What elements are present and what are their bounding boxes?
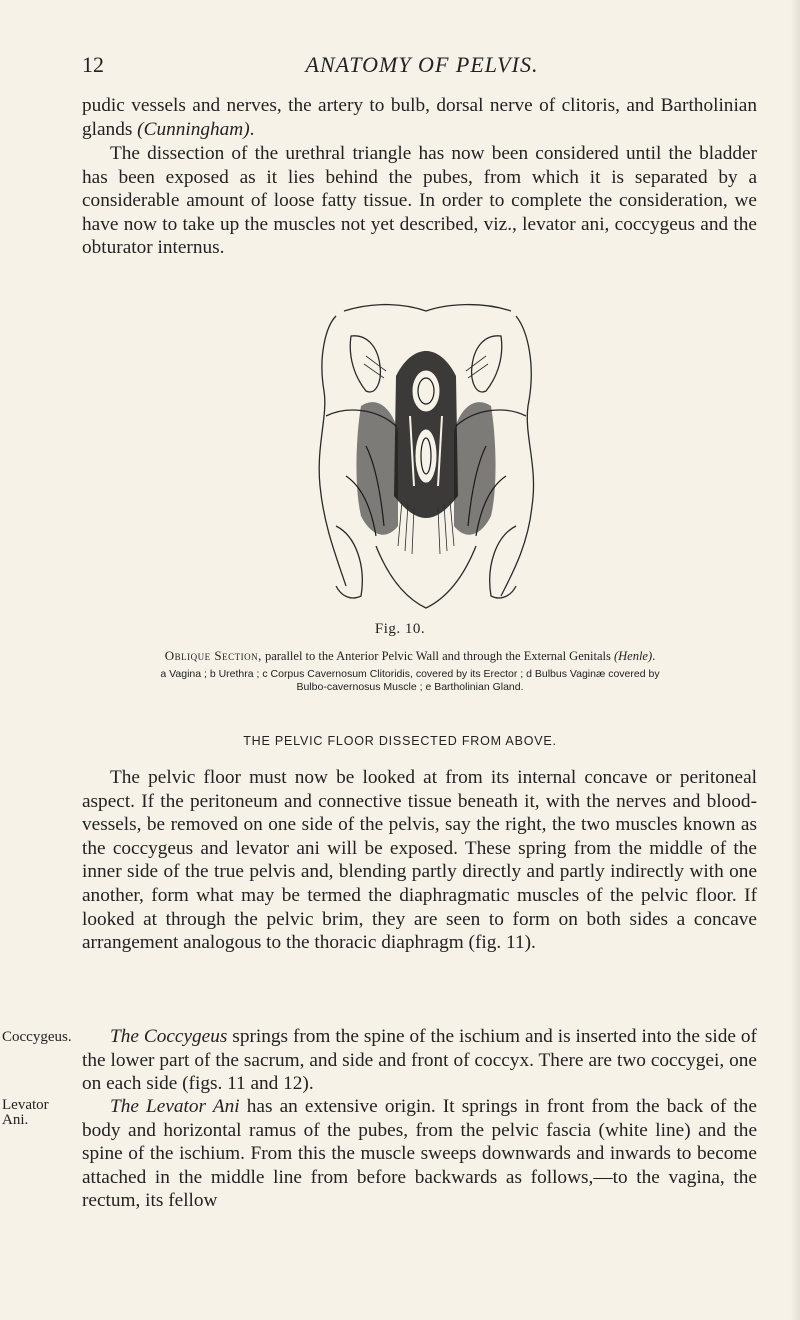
- margin-note-coccygeus: Coccygeus.: [2, 1029, 72, 1045]
- paragraph-3: The pelvic floor must now be looked at from its internal concave or peritoneal aspect. If the peritoneum and connective tissue beneath it, with the nerves and blood-vessels, be removed on one side of the pelvis, say the right, the two muscles known as the coccygeus and levator ani will be exposed. These spring from the middle of the inner side of the true pelvis and, blending partly directly and partly indirectly with one another, form what may be termed the diaphragmatic muscles of the pelvic floor. If looked at through the pelvic brim, they are seen to form on both sides a concave arrangement analogous to the thoracic diaphragm (fig. 11).: [82, 767, 757, 954]
- paragraph-1: [82, 94, 757, 141]
- running-title: ANATOMY OF PELVIS.: [305, 52, 539, 77]
- page-number: 12: [82, 52, 104, 77]
- margin-note-levator-ani: Levator Ani.: [2, 1097, 49, 1128]
- running-header: [82, 52, 762, 82]
- paragraph-5-text: has an extensive origin. It springs in front from the back of the body and horizontal ramus of the pubes, from the pelvic fascia (white line) and the spine of the ischium. From this the muscle sweeps downwards and inwards to become attached in the middle line from before backwards as follows,—to the vagina, the rectum, its fellow: [82, 1096, 757, 1212]
- figure-legend: a Vagina ; b Urethra ; c Corpus Cavernosum Clitoridis, covered by its Erector ; d Bulbus Vaginæ covered by Bulbo-cavernosus Muscle ; e Bartholinian Gland.: [160, 668, 660, 693]
- caption-title: Oblique Section,: [164, 648, 262, 663]
- term-levator-ani: The Levator Ani: [110, 1096, 240, 1117]
- paragraph-4: [82, 1025, 757, 1096]
- paragraph-5: [82, 1095, 757, 1213]
- caption-end: .: [652, 649, 656, 663]
- figure-caption: [60, 648, 760, 664]
- page-edge-shadow: [790, 0, 800, 1320]
- figure-label: Fig. 10.: [374, 621, 426, 637]
- citation: (Cunningham): [137, 118, 250, 140]
- paragraph-1-end: .: [249, 118, 255, 140]
- term-coccygeus: The Coccygeus: [110, 1026, 228, 1047]
- paragraph-4-text: springs from the spine of the ischium and is inserted into the side of the lower part of the sacrum, and side and front of coccyx. There are two coccygei, one on each side (figs. 11 and 12).: [82, 1026, 757, 1095]
- paragraph-1-text: pudic vessels and nerves, the artery to bulb, dorsal nerve of clitoris, and Bartholinian glands: [82, 95, 757, 140]
- pelvic-section-illustration: [306, 296, 546, 614]
- paragraph-2: The dissection of the urethral triangle has now been considered until the bladder has been exposed as it lies behind the pubes, from which it is separated by a considerable amount of loose fatty tissue. In order to complete the consideration, we have now to take up the muscles not yet described, viz., levator ani, coccygeus and the obturator internus.: [82, 143, 757, 259]
- anatomical-drawing: [306, 296, 546, 614]
- section-heading: THE PELVIC FLOOR DISSECTED FROM ABOVE.: [243, 734, 557, 748]
- caption-author: (Henle): [613, 649, 653, 663]
- caption-text: parallel to the Anterior Pelvic Wall and through the External Genitals: [261, 649, 614, 663]
